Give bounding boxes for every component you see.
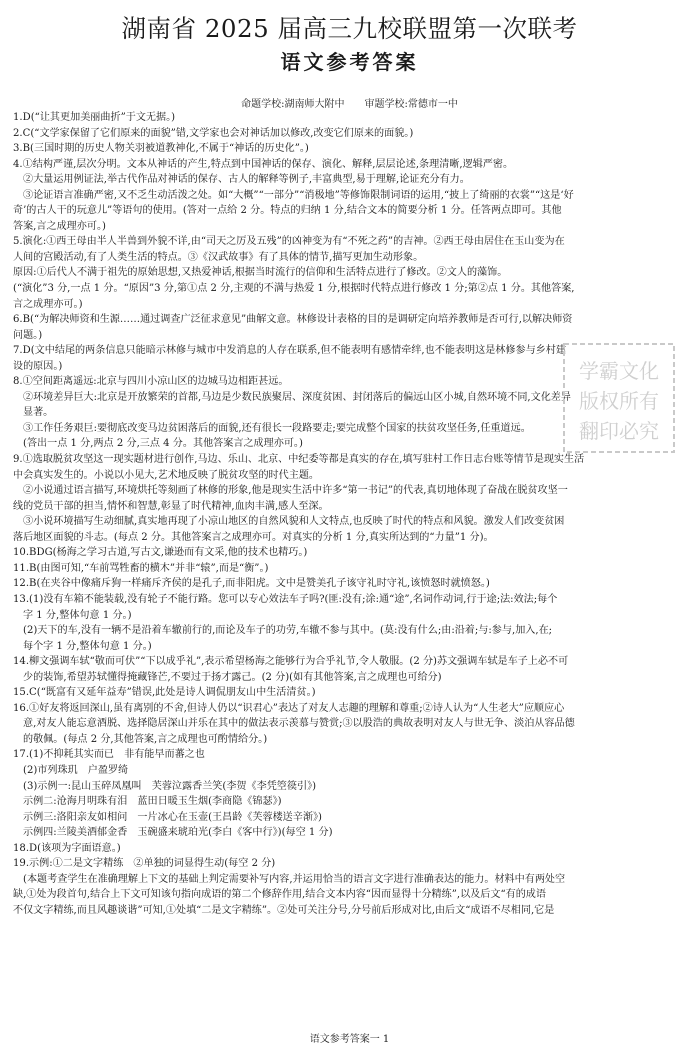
answer-line: 示例三:洛阳亲友如相问 一片冰心在玉壶(王昌龄《芙蓉楼送辛渐》) (23, 811, 322, 823)
answer-line: ②大量运用例证法,举古代作品对神话的保存、古人的解释等例子,丰富典型,易于理解,论证充分有力。 (23, 174, 470, 186)
answer-line: 18.D(该项为字面语意。) (13, 842, 121, 854)
answer-line: 示例二:沧海月明珠有泪 蓝田日暖玉生烟(李商隐《锦瑟》) (23, 796, 282, 808)
answer-line: 人间的宫殿活动,有了人类生活的特点。③《汉武故事》有了具体的情节,描写更加生动形象。 (13, 251, 424, 263)
answer-line: 每个字 1 分,整体句意 1 分。) (23, 640, 152, 652)
answer-line: 7.D(文中结尾的两条信息只能暗示林修与城市中发消息的人存在联系,但不能表明有感情牵绊,也不能表明这是林修参与乡村建 (13, 345, 566, 357)
answer-line: 10.BDG(杨海之学习古道,写古文,谦逊而有文采,他的技术也精巧。) (13, 547, 308, 559)
page-footer: 语文参考答案一 1 (309, 1034, 390, 1045)
authoring-schools: 命题学校:湖南师大附中 审题学校:常德市一中 (241, 99, 458, 110)
answer-line: 言之成理亦可。) (13, 298, 83, 310)
answer-line: 16.①好友将返回深山,虽有离别的不舍,但诗人仍以“识君心”表达了对友人志趣的理解和尊重;②诗人认为“人生老大”应顺应心 (13, 702, 565, 714)
page-title: 湖南省 2025 届高三九校联盟第一次联考 (121, 14, 578, 43)
answer-line: 17.(1)不抑耗其实而已 非有能早而蕃之也 (13, 749, 205, 761)
answer-line: 落后地区面貌的斗志。(每点 2 分。其他答案言之成理亦可。对真实的分析 1 分,真实所达到的“力量”1 分)。 (13, 531, 494, 543)
answer-line: 12.B(在夹谷中像痛斥狗一样痛斥齐侯的是孔子,而非阳虎。文中是赞美孔子该守礼时守礼,该愤怒时就愤怒。) (13, 578, 490, 590)
answer-line: ②环境差异巨大:北京是开放繁荣的首都,马边是少数民族聚居、深度贫困、封闭落后的偏远山区小城,自然环境不同,文化差异 (23, 391, 571, 403)
watermark-text-1: 学霸文化 (579, 359, 659, 383)
answer-line: 9.①选取脱贫攻坚这一现实题材进行创作,马边、乐山、北京、中纪委等都是真实的存在,填写驻村工作日志台账等情节是现实生活 (13, 454, 585, 466)
answer-line: ②小说通过语言描写,环境烘托等刻画了林修的形象,他是现实生活中许多“第一书记”的代表,真切地体现了奋战在脱贫攻坚一 (23, 485, 568, 497)
answer-line: (“演化”3 分,一点 1 分。“原因”3 分,第①点 2 分,主观的不满与热爱 1 分,根据时代特点进行修改 1 分;第②点 1 分。其他答案, (13, 283, 575, 295)
answer-line: 1.D(“让其更加美丽曲折”于文无据。) (13, 112, 176, 123)
answer-line: 不仅文字精练,而且风趣谈谐”可知,①处填“二是文字精练”。②处可关注分号,分号前后形成对比,由后文“成语不尽相同,它是 (13, 904, 555, 916)
answer-line: 少的装饰,希望苏轼懂得掩藏锋芒,不要过于扬才露己。(2 分)(如有其他答案,言之成理也可给分) (23, 671, 442, 683)
answer-line: 13.(1)没有车箱不能装载,没有轮子不能行路。您可以专心效法车子吗?(匪:没有;涂:通“途”,名词作动词,行于途;法:效法;每个 (13, 593, 558, 605)
answer-line: 5.演化:①西王母由半人半兽到外貌不详,由“司天之厉及五残”的凶神变为有“不死之药”的吉神。②西王母由居住在玉山变为在 (13, 236, 565, 248)
answer-line: 3.B(三国时期的历史人物关羽被道教神化,不属于“神话的历史化”。) (13, 143, 309, 155)
answer-line: (2)天下的车,没有一辆不是沿着车辙前行的,而论及车子的功劳,车辙不参与其中。(莫:没有什么;由:沿着;与:参与,加入,在; (23, 625, 553, 637)
watermark-stamp (560, 340, 678, 456)
answer-line: (答出一点 1 分,两点 2 分,三点 4 分。其他答案言之成理亦可。) (23, 438, 303, 450)
answer-line: 19.示例:①二是文字精练 ②单独的词显得生动(每空 2 分) (13, 858, 276, 870)
answer-line: 示例四:兰陵美酒郁金香 玉碗盛来琥珀光(李白《客中行》)(每空 1 分) (23, 827, 333, 839)
answer-line: 中会真实发生的。小说以小见大,艺术地反映了脱贫攻坚的时代主题。 (13, 469, 320, 481)
answer-line: 问题。) (13, 329, 43, 341)
answer-line: 原因:①后代人不满于祖先的原始思想,又热爱神话,根据当时流行的信仰和生活特点进行了修改。②文人的藻饰。 (13, 267, 508, 279)
answer-line: (本题考查学生在准确理解上下文的基础上判定需要补写内容,并运用恰当的语言文字进行准确表达的能力。材料中有两处空 (23, 873, 566, 885)
answer-line: 答案,言之成理亦可。) (13, 220, 106, 232)
answer-line: 奇’的古人干的玩意儿”等语句的使用。(答对一点给 2 分。特点的归纳 1 分,结合文本的简要分析 1 分。任答两点即可。其他 (13, 205, 562, 217)
answer-line: 14.柳文强调车轼“敬而可伏”“下以成乎礼”,表示希望杨海之能够行为合乎礼节,令人敬服。(2 分)苏文强调车轼是车子上必不可 (13, 656, 569, 668)
answer-line: 线的党员干部的担当,情怀和智慧,彰显了时代精神,血肉丰满,感人至深。 (13, 500, 329, 512)
answer-line: ③小说环境描写生动细腻,真实地再现了小凉山地区的自然风貌和人文特点,也反映了时代的特点和风貌。激发人们改变贫困 (23, 516, 565, 528)
watermark-text-2: 版权所有 (579, 389, 659, 413)
answer-line: (2)市列珠玑 户盈罗绮 (23, 764, 129, 776)
answer-line: ③工作任务艰巨:要彻底改变马边贫困落后的面貌,还有很长一段路要走;要完成整个国家的扶贫攻坚任务,任重道远。 (23, 422, 531, 434)
answer-line: (3)示例一:昆山玉碎凤凰叫 芙蓉泣露香兰笑(李贺《李凭箜篌引》) (23, 780, 317, 792)
answer-body (13, 110, 691, 918)
watermark-text-3: 翻印必究 (579, 419, 659, 443)
answer-line: 6.B(“为解决师资和生源……通过调查广泛征求意见”曲解文意。林修设计表格的目的是调研定向培养教师是否可行,以解决师资 (13, 314, 573, 326)
answer-line: 4.①结构严谨,层次分明。文本从神话的产生,特点到中国神话的保存、演化、解释,层层论述,条理清晰,逻辑严密。 (13, 158, 514, 170)
answer-line: 8.①空间距离遥远:北京与四川小凉山区的边城马边相距甚远。 (13, 376, 289, 388)
answer-line: ③论证语言准确严密,又不乏生动活泼之处。如“大概”“一部分”“消极地”等修饰限制词语的运用,“披上了绮丽的衣裳”“这是‘好 (23, 189, 574, 201)
answer-line: 字 1 分,整体句意 1 分。) (23, 609, 132, 621)
answer-line: 缺,①处为段首句,结合上下文可知该句指向成语的第二个修辞作用,结合文本内容“因而显得十分精练”,以及后文“有的成语 (13, 889, 546, 901)
page-subtitle: 语文参考答案 (280, 50, 419, 74)
answer-line: 意,对友人能忘意酒脱、选择隐居深山并乐在其中的做法表示羡慕与赞赏;③以股浩的典故表明对友人与世无争、淡泊从容品德 (23, 718, 575, 730)
answer-line: 设的原因。) (13, 360, 63, 372)
answer-line: 11.B(由图可知,“车前骂牲畜的横木”并非“辕”,而是“衡”。) (13, 562, 269, 574)
answer-line: 15.C(“既富有又延年益寿”错误,此处是诗人调侃朋友山中生活清贫。) (13, 687, 316, 699)
answer-line: 2.C(“文学家保留了它们原来的面貌”错,文学家也会对神话加以修改,改变它们原来的面貌。) (13, 127, 414, 139)
answer-line: 显著。 (23, 407, 54, 419)
answer-line: 的敬佩。(每点 2 分,其他答案,言之成理也可酌情给分。) (23, 733, 268, 745)
